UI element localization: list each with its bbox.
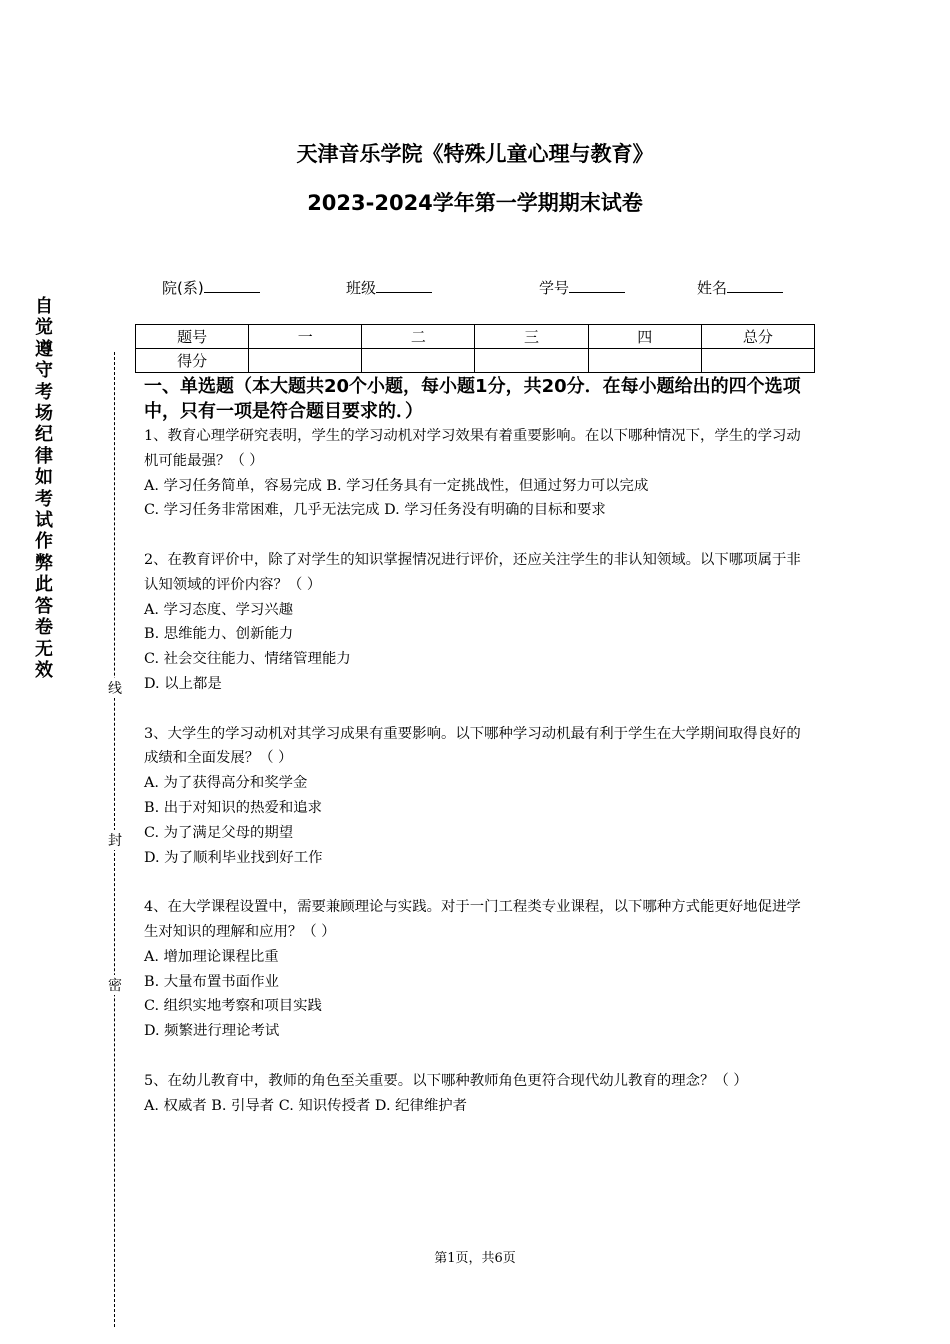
score-header-cell: 一: [249, 325, 362, 349]
class-label: 班级: [346, 279, 377, 297]
score-table: [135, 324, 815, 373]
question-4: [144, 895, 814, 1044]
score-row-label: 得分: [136, 349, 249, 373]
question-option[interactable]: B. 大量布置书面作业: [144, 973, 279, 990]
exam-discipline-warning: 自觉遵守考场纪律如考试作弊此答卷无效: [35, 296, 53, 681]
question-option[interactable]: A. 增加理论课程比重: [144, 948, 279, 965]
question-option[interactable]: A. 权威者 B. 引导者 C. 知识传授者 D. 纪律维护者: [144, 1097, 468, 1114]
seal-mark-seal: 封: [107, 830, 123, 850]
class-field[interactable]: [346, 277, 432, 298]
seal-mark-line: 线: [107, 678, 123, 698]
question-stem: 4、在大学课程设置中，需要兼顾理论与实践。对于一门工程类专业课程，以下哪种方式能更好地促进学生对知识的理解和应用？（ ）: [144, 899, 801, 940]
score-table-score-row: [136, 349, 815, 373]
question-option[interactable]: A. 学习态度、学习兴趣: [144, 601, 294, 618]
question-option[interactable]: D. 以上都是: [144, 675, 222, 692]
student-id-blank[interactable]: [569, 278, 625, 293]
question-1: [144, 424, 814, 523]
name-label: 姓名: [697, 279, 728, 297]
question-option[interactable]: C. 为了满足父母的期望: [144, 824, 294, 841]
student-id-label: 学号: [539, 279, 570, 297]
score-cell[interactable]: [701, 349, 814, 373]
question-3: [144, 722, 814, 871]
question-stem: 1、教育心理学研究表明，学生的学习动机对学习效果有着重要影响。在以下哪种情况下，学生的学习动机可能最强？（ ）: [144, 428, 801, 469]
score-cell[interactable]: [475, 349, 588, 373]
department-blank[interactable]: [204, 278, 260, 293]
question-stem: 2、在教育评价中，除了对学生的知识掌握情况进行评价，还应关注学生的非认知领域。以下哪项属于非认知领域的评价内容？（ ）: [144, 551, 801, 593]
score-header-cell: 题号: [136, 325, 249, 349]
question-option[interactable]: A. 为了获得高分和奖学金: [144, 775, 308, 792]
section-heading: 一、单选题（本大题共20个小题，每小题1分，共20分．在每小题给出的四个选项中，只有一项是符合题目要求的．）: [144, 376, 801, 422]
question-2: [144, 548, 814, 697]
score-header-cell: 总分: [701, 325, 814, 349]
score-header-cell: 四: [588, 325, 701, 349]
question-stem: 5、在幼儿教育中，教师的角色至关重要。以下哪种教师角色更符合现代幼儿教育的理念？（ ）: [144, 1072, 748, 1089]
question-option[interactable]: A. 学习任务简单，容易完成 B. 学习任务具有一定挑战性，但通过努力可以完成: [144, 477, 649, 494]
question-option[interactable]: B. 出于对知识的热爱和追求: [144, 799, 323, 816]
question-option[interactable]: C. 学习任务非常困难，几乎无法完成 D. 学习任务没有明确的目标和要求: [144, 502, 606, 519]
seal-mark-secret: 密: [107, 975, 123, 995]
page-footer: 第1页，共6页: [434, 1251, 516, 1266]
score-header-cell: 二: [362, 325, 475, 349]
exam-title-line2: 2023-2024学年第一学期期末试卷: [307, 191, 643, 215]
question-option[interactable]: B. 思维能力、创新能力: [144, 626, 294, 643]
score-table-header-row: [136, 325, 815, 349]
exam-content: [144, 374, 814, 1118]
question-option[interactable]: C. 组织实地考察和项目实践: [144, 998, 322, 1015]
question-option[interactable]: D. 为了顺利毕业找到好工作: [144, 849, 323, 866]
exam-title-line1: 天津音乐学院《特殊儿童心理与教育》: [296, 142, 654, 166]
score-header-cell: 三: [475, 325, 588, 349]
question-5: [144, 1069, 814, 1119]
score-cell[interactable]: [588, 349, 701, 373]
name-blank[interactable]: [727, 278, 783, 293]
score-cell[interactable]: [249, 349, 362, 373]
class-blank[interactable]: [376, 278, 432, 293]
department-field[interactable]: [162, 277, 260, 298]
student-id-field[interactable]: [539, 277, 625, 298]
department-label: 院(系): [162, 279, 204, 297]
name-field[interactable]: [697, 277, 783, 298]
score-cell[interactable]: [362, 349, 475, 373]
question-option[interactable]: D. 频繁进行理论考试: [144, 1023, 280, 1040]
question-stem: 3、大学生的学习动机对其学习成果有重要影响。以下哪种学习动机最有利于学生在大学期间取得良好的成绩和全面发展？（ ）: [144, 725, 801, 767]
question-option[interactable]: C. 社会交往能力、情绪管理能力: [144, 651, 351, 668]
